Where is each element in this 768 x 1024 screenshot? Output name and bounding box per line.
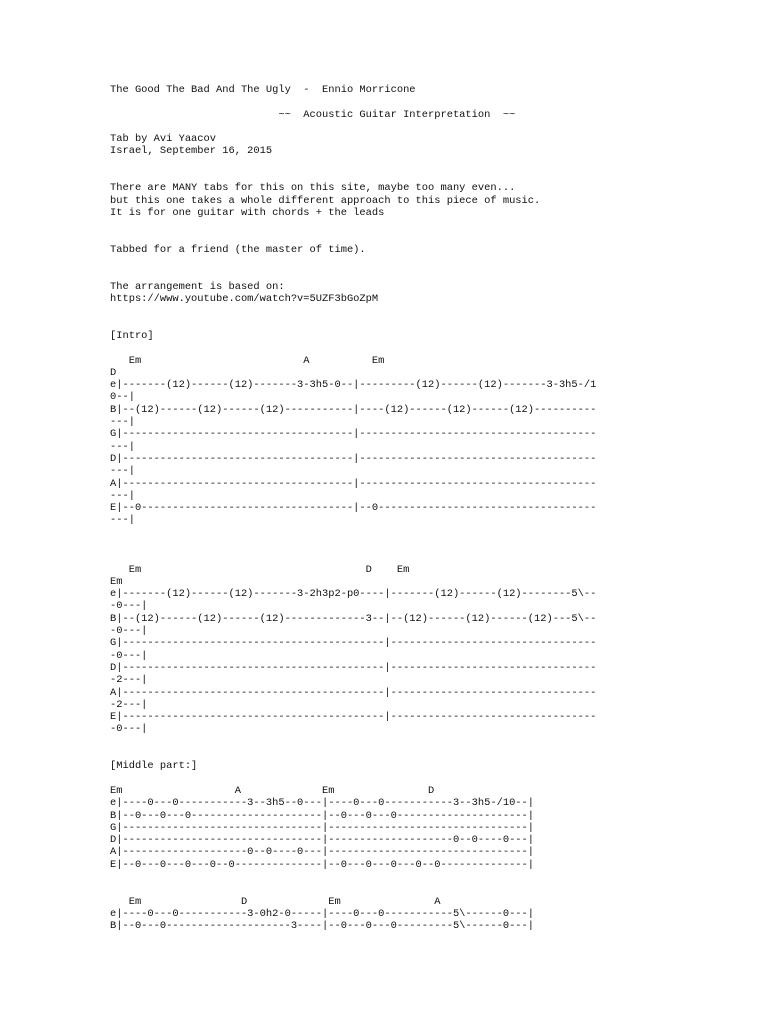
tab-line: E|--0----------------------------------|--0----------------------------------- [110, 502, 597, 515]
tab-line: e|----0---0-----------3-0h2-0-----|----0---0-----------5\------0---| [110, 907, 535, 920]
spacer [110, 268, 760, 280]
tab-line: D [110, 366, 117, 379]
tab-line: e|----0---0-----------3--3h5--0---|----0---0-----------3--3h5-/10--| [110, 797, 535, 810]
tab-line: Em A Em [110, 354, 385, 367]
based-on-label: The arrangement is based on: [110, 280, 285, 293]
tab-line: B|--0---0--------------------3----|--0---0---0---------5\------0---| [110, 920, 535, 933]
tab-line: G|-------------------------------------|-------------------------------------- [110, 428, 597, 441]
tab-line: B|--(12)------(12)------(12)-----------|----(12)------(12)------(12)---------- [110, 403, 597, 416]
spacer [110, 551, 760, 563]
middle-tab-block-2 [110, 896, 760, 933]
spacer [110, 318, 760, 330]
tab-line: B|--(12)------(12)------(12)-------------3--|--(12)------(12)------(12)---5\-- [110, 612, 597, 625]
place-date-line: Israel, September 16, 2015 [110, 145, 273, 158]
tab-line: D|-------------------------------------|-------------------------------------- [110, 452, 597, 465]
description-line-3: It is for one guitar with chords + the leads [110, 206, 385, 219]
tab-line: Em [110, 575, 123, 588]
spacer [110, 527, 760, 539]
tab-line: B|--0---0---0---------------------|--0---0---0---------------------| [110, 809, 535, 822]
author-line: Tab by Avi Yaacov [110, 133, 217, 146]
spacer [110, 773, 760, 785]
description-line-2: but this one takes a whole different approach to this piece of music. [110, 194, 541, 207]
tab-line: D|------------------------------------------|--------------------------------- [110, 661, 597, 674]
tab-line: ---| [110, 465, 135, 478]
song-title: The Good The Bad And The Ugly - Ennio Morricone [110, 84, 416, 96]
intro-tab-block-2 [110, 564, 760, 736]
spacer [110, 121, 760, 133]
tab-line: E|--0---0---0---0--0--------------|--0---0---0---0--0--------------| [110, 858, 535, 871]
spacer [110, 883, 760, 895]
spacer [110, 748, 760, 760]
tab-line: e|-------(12)------(12)-------3-3h5-0--|---------(12)------(12)-------3-3h5-/1 [110, 379, 597, 392]
tab-line: ---| [110, 489, 135, 502]
dedication-line: Tabbed for a friend (the master of time). [110, 243, 366, 256]
tab-line: -2---| [110, 674, 148, 687]
tab-line: Em D Em A [110, 895, 441, 908]
spacer [110, 170, 760, 182]
spacer [110, 232, 760, 244]
tab-line: e|-------(12)------(12)-------3-2h3p2-p0----|-------(12)------(12)--------5\-- [110, 588, 597, 601]
tab-line: A|--------------------0--0----0---|--------------------------------| [110, 846, 535, 859]
middle-tab-block-1 [110, 785, 760, 871]
tab-line: Em A Em D [110, 784, 435, 797]
spacer [110, 736, 760, 748]
tab-line: A|-------------------------------------|-------------------------------------- [110, 477, 597, 490]
spacer [110, 305, 760, 317]
tab-line: A|------------------------------------------|--------------------------------- [110, 686, 597, 699]
tab-line: D|--------------------------------|--------------------0--0----0---| [110, 834, 535, 847]
tab-line: -2---| [110, 698, 148, 711]
intro-tab-block-1 [110, 355, 760, 527]
section-label-middle: [Middle part:] [110, 760, 198, 773]
spacer [110, 219, 760, 231]
tab-line: ---| [110, 440, 135, 453]
tab-line: E|------------------------------------------|--------------------------------- [110, 711, 597, 724]
tab-line: G|------------------------------------------|--------------------------------- [110, 637, 597, 650]
song-subtitle: ~~ Acoustic Guitar Interpretation ~~ [110, 108, 516, 121]
tab-line: -0---| [110, 723, 148, 736]
based-on-url: https://www.youtube.com/watch?v=5UZF3bGoZpM [110, 293, 379, 306]
spacer [110, 871, 760, 883]
spacer [110, 96, 760, 108]
tab-line: -0---| [110, 625, 148, 638]
tab-line: Em D Em [110, 563, 410, 576]
spacer [110, 342, 760, 354]
tab-document [110, 84, 760, 932]
tab-line: ---| [110, 416, 135, 429]
tab-line: -0---| [110, 649, 148, 662]
tab-line: G|--------------------------------|--------------------------------| [110, 821, 535, 834]
description-line-1: There are MANY tabs for this on this site, maybe too many even... [110, 182, 516, 195]
section-label-intro: [Intro] [110, 329, 154, 342]
tab-line: ---| [110, 514, 135, 527]
tab-line: 0--| [110, 391, 135, 404]
spacer [110, 158, 760, 170]
spacer [110, 256, 760, 268]
spacer [110, 539, 760, 551]
tab-line: -0---| [110, 600, 148, 613]
